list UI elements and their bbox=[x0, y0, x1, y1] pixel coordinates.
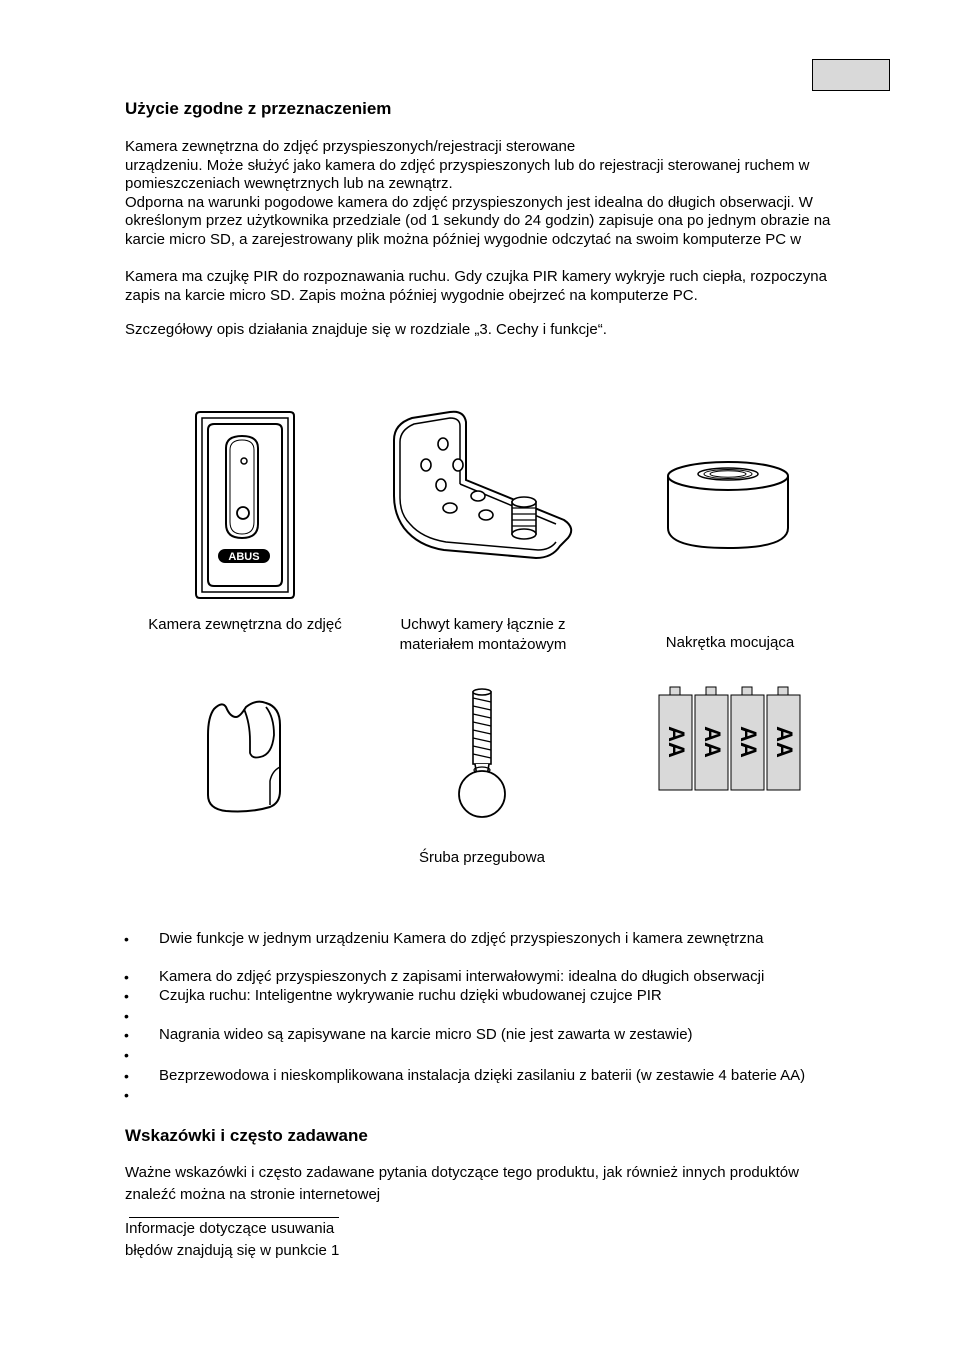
battery-aa bbox=[767, 687, 800, 790]
bullet-symbol: • bbox=[124, 969, 129, 985]
list-item bbox=[0, 1085, 954, 1105]
list-item bbox=[0, 986, 954, 1006]
bullet-symbol: • bbox=[124, 1008, 129, 1024]
list-item bbox=[0, 967, 954, 987]
nut-caption: Nakrętka mocująca bbox=[665, 634, 795, 651]
feature-text: Nagrania wideo są zapisywane na karcie micro SD (nie jest zawarta w zestawie) bbox=[159, 1026, 693, 1043]
bullet-symbol: • bbox=[124, 988, 129, 1004]
bracket-illustration bbox=[388, 410, 578, 565]
camera-caption: Kamera zewnętrzna do zdjęć bbox=[148, 616, 342, 633]
paragraph-line: określonym przez użytkownika przedziale (od 1 sekundy do 24 godzin) zapisuje ona po jednym obrazie na bbox=[125, 212, 831, 229]
paragraph-fragment: Informacje dotyczące usuwania bbox=[125, 1220, 335, 1237]
paragraph-line: błędów znajdują się w punkcie 1 bbox=[125, 1241, 340, 1259]
section-heading-intended-use: Użycie zgodne z przeznaczeniem bbox=[125, 99, 392, 118]
feature-text: Bezprzewodowa i nieskomplikowana instalacja dzięki zasilaniu z baterii (w zestawie 4 baterie AA) bbox=[159, 1067, 806, 1084]
cover-illustration bbox=[200, 695, 290, 815]
battery-label: AA bbox=[736, 726, 762, 758]
list-item bbox=[0, 1006, 954, 1026]
list-item bbox=[0, 1025, 954, 1045]
website-blank-line bbox=[129, 1205, 339, 1218]
paragraph-line: zapis na karcie micro SD. Zapis można później wygodnie obejrzeć na komputerze PC. bbox=[125, 286, 698, 304]
bullet-symbol: • bbox=[124, 1068, 129, 1084]
paragraph-line: pomieszczeniach wewnętrznych lub na zewnątrz. bbox=[125, 175, 453, 192]
bracket-caption-line: Uchwyt kamery łącznie z bbox=[400, 616, 566, 633]
paragraph-line-with-blank bbox=[125, 1184, 895, 1240]
paragraph-line: Odporna na warunki pogodowe kamera do zdjęć przyspieszonych jest idealna do długich obserwacji. W bbox=[125, 193, 813, 211]
list-item bbox=[0, 1045, 954, 1065]
list-item bbox=[0, 929, 954, 949]
battery-label: AA bbox=[664, 726, 690, 758]
paragraph-fragment: znaleźć można na stronie internetowej bbox=[125, 1185, 381, 1203]
battery-label: AA bbox=[700, 726, 726, 758]
battery-aa bbox=[659, 687, 692, 790]
paragraph-line: Kamera ma czujkę PIR do rozpoznawania ruchu. Gdy czujka PIR kamery wykryje ruch ciepła, rozpoczyna bbox=[125, 268, 827, 285]
feature-text: Kamera do zdjęć przyspieszonych z zapisami interwałowymi: idealna do długich obserwacji bbox=[159, 968, 765, 985]
paragraph-line: Kamera zewnętrzna do zdjęć przyspieszonych/rejestracji sterowane bbox=[125, 138, 576, 155]
intended-use-paragraph-3: Szczegółowy opis działania znajduje się w rozdziale „3. Cechy i funkcje“. bbox=[125, 321, 607, 338]
bullet-symbol: • bbox=[124, 1087, 129, 1103]
bracket-caption bbox=[373, 615, 593, 655]
section-heading-tips-faq: Wskazówki i często zadawane bbox=[125, 1126, 368, 1145]
screw-caption: Śruba przegubowa bbox=[419, 849, 545, 866]
bracket-caption-line: materiałem montażowym bbox=[399, 636, 567, 653]
bullet-symbol: • bbox=[124, 1047, 129, 1063]
camera-illustration bbox=[190, 410, 300, 600]
bullet-symbol: • bbox=[124, 1027, 129, 1043]
page-tab-box bbox=[812, 59, 890, 91]
camera-logo-text: ABUS bbox=[228, 551, 260, 563]
batteries-illustration bbox=[655, 686, 805, 794]
list-item bbox=[0, 1066, 954, 1086]
feature-text: Czujka ruchu: Inteligentne wykrywanie ruchu dzięki wbudowanej czujce PIR bbox=[159, 987, 662, 1004]
paragraph-line: Ważne wskazówki i często zadawane pytania dotyczące tego produktu, jak również innych produktów bbox=[125, 1164, 799, 1181]
paragraph-line: urządzeniu. Może służyć jako kamera do zdjęć przyspieszonych lub do rejestracji sterowanej ruchem w bbox=[125, 156, 810, 174]
bullet-symbol: • bbox=[124, 931, 129, 947]
battery-aa bbox=[695, 687, 728, 790]
intended-use-paragraph-2 bbox=[125, 268, 895, 305]
feature-text: Dwie funkcje w jednym urządzeniu Kamera do zdjęć przyspieszonych i kamera zewnętrzna bbox=[159, 930, 764, 947]
intended-use-paragraph-1 bbox=[125, 138, 895, 249]
tips-paragraph bbox=[125, 1162, 895, 1261]
battery-label: AA bbox=[772, 726, 798, 758]
nut-illustration bbox=[664, 458, 794, 553]
paragraph-line: karcie micro SD, a zarejestrowany plik można później wygodnie odczytać na swoim komputerze PC w bbox=[125, 230, 802, 248]
screw-illustration bbox=[455, 688, 510, 820]
battery-aa bbox=[731, 687, 764, 790]
